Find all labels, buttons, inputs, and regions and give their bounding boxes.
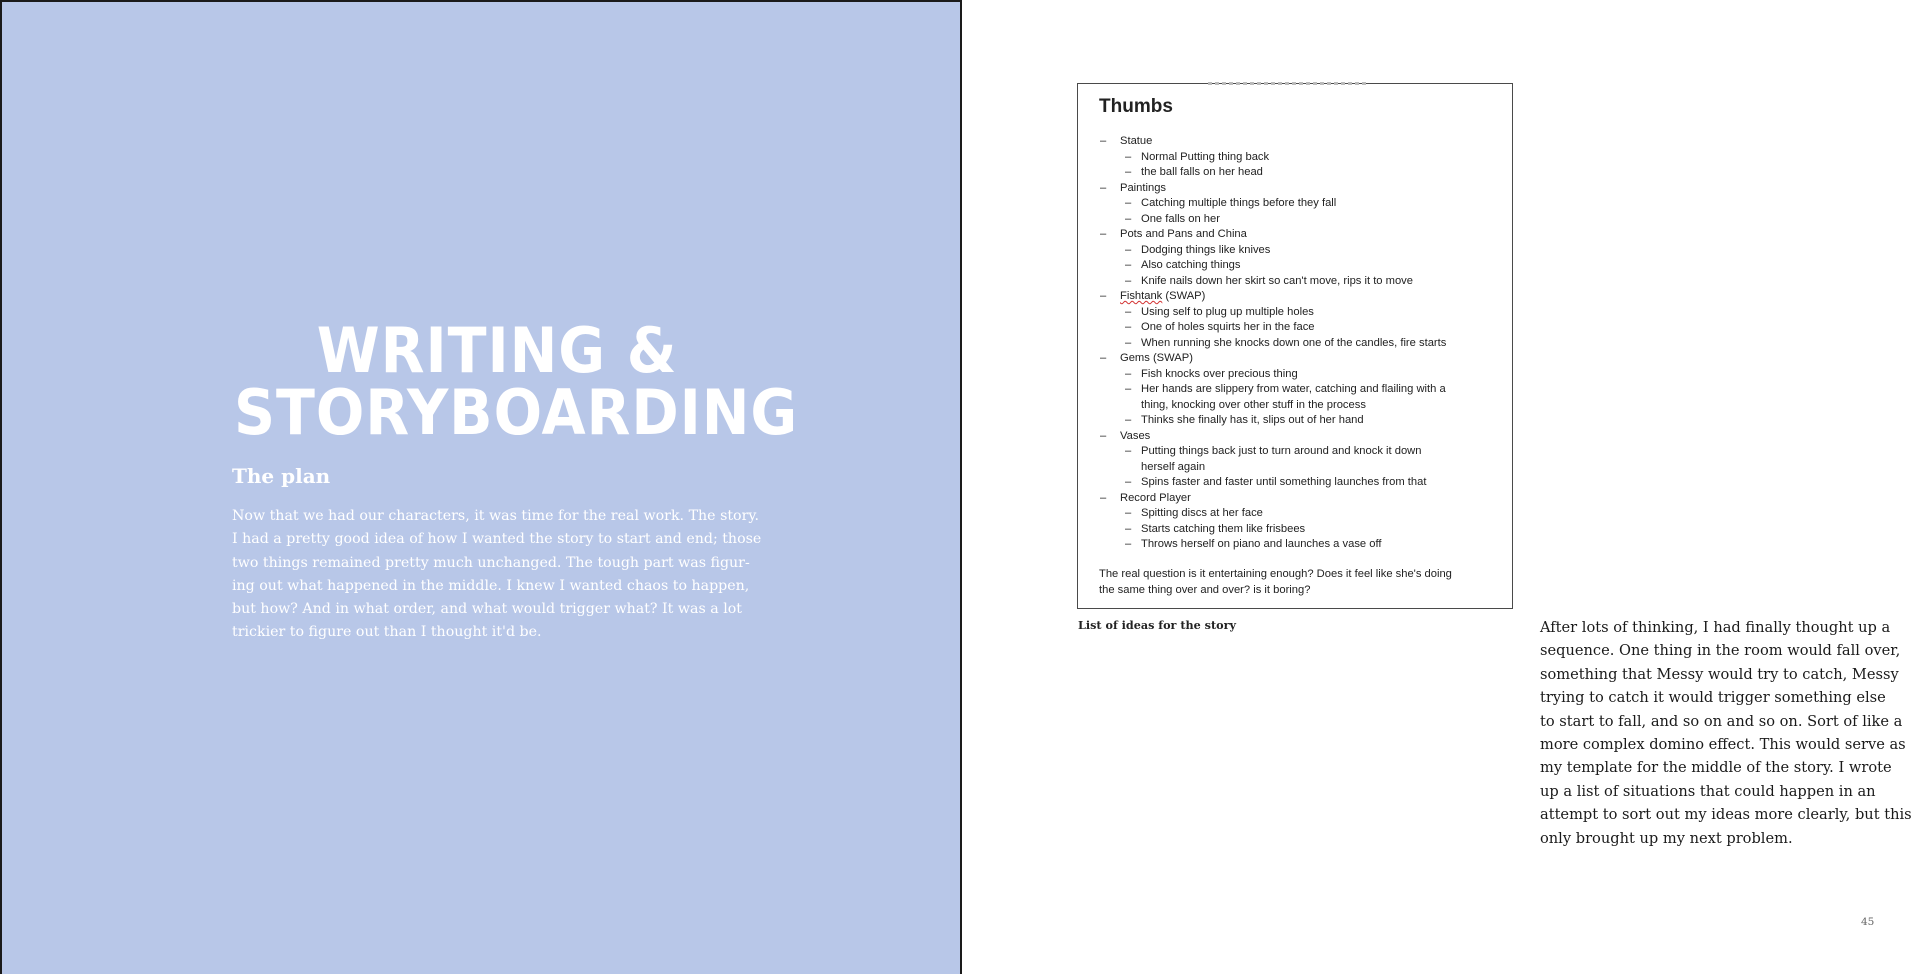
list-dash: – [1125,507,1132,519]
intro-line: I had a pretty good idea of how I wanted the story to start and end; those [232,531,762,548]
section-subhead: The plan [232,464,331,488]
note-subitem [1100,444,1500,460]
body-line: sequence. One thing in the room would fall over, [1540,642,1901,660]
body-line: After lots of thinking, I had finally thought up a [1540,619,1891,636]
list-dash: – [1100,491,1107,504]
note-subitem-text: Knife nails down her skirt so can't move, rips it to move [1141,274,1413,287]
note-item [1100,351,1500,367]
body-line: more complex domino effect. This would serve as [1540,736,1906,754]
chapter-title [234,314,799,449]
list-dash: – [1125,445,1132,457]
note-item-text-flagged: Fishtank [1120,290,1163,302]
note-subitem-text: When running she knocks down one of the candles, fire starts [1141,336,1447,349]
body-paragraph [1540,616,1912,850]
note-subitem [1100,150,1500,166]
chapter-title-line-1: WRITING & [316,314,678,387]
note-subitem [1100,274,1500,290]
body-line: to start to fall, and so on and so on. Sort of like a [1540,712,1903,730]
note-subitem [1100,320,1500,336]
intro-line: trickier to figure out than I thought it'd be. [232,624,542,641]
note-subitem [1100,506,1500,522]
list-dash: – [1125,321,1132,333]
note-subitem-text: One falls on her [1141,212,1220,225]
list-dash: – [1125,336,1132,349]
note-subitem-text: Normal Putting thing back [1141,150,1270,163]
note-subitem-continuation [1100,398,1500,414]
note-subitem-text: Fish knocks over precious thing [1141,367,1298,380]
list-dash: – [1100,228,1107,240]
note-subitem [1100,522,1500,538]
note-item-text: Pots and Pans and China [1120,228,1247,240]
note-question-line: the same thing over and over? is it boring? [1099,583,1311,596]
list-dash: – [1125,259,1132,271]
note-subitem-text: One of holes squirts her in the face [1141,321,1315,333]
note-subitem [1100,367,1500,383]
intro-line: but how? And in what order, and what would trigger what? It was a lot [232,601,743,618]
list-dash: – [1125,150,1132,163]
list-dash: – [1125,305,1132,318]
list-dash: – [1125,212,1132,225]
note-subitem-text: the ball falls on her head [1141,166,1263,178]
note-subitem [1100,336,1500,352]
note-subitem-continuation [1100,460,1500,476]
note-item-text: Record Player [1120,491,1191,504]
list-dash: – [1100,290,1107,302]
note-subitem-text: thing, knocking over other stuff in the process [1141,398,1366,411]
note-question [1099,567,1499,598]
intro-line: Now that we had our characters, it was time for the real work. The story. [232,508,760,524]
note-subitem-text: Thinks she finally has it, slips out of her hand [1141,414,1364,426]
note-item-text: Paintings [1120,181,1167,194]
list-dash: – [1125,476,1132,488]
list-dash: – [1125,367,1132,380]
list-dash: – [1125,522,1132,535]
note-subitem [1100,258,1500,274]
note-item [1100,289,1500,305]
list-dash: – [1125,197,1132,209]
note-subitem [1100,475,1500,491]
note-subitem [1100,243,1500,259]
note-subitem [1100,305,1500,321]
note-subitem-text: Also catching things [1141,259,1241,271]
note-item [1100,181,1500,197]
body-line: my template for the middle of the story. I wrote [1540,759,1892,777]
list-dash: – [1125,274,1132,287]
note-subitem-text: Putting things back just to turn around and knock it down [1141,445,1422,457]
note-list [1100,134,1500,553]
note-item-text: Gems (SWAP) [1120,352,1193,364]
note-subitem [1100,165,1500,181]
note-subitem-text: herself again [1141,460,1206,473]
list-dash: – [1125,166,1132,178]
list-dash: – [1125,414,1132,426]
note-subitem-text: Starts catching them like frisbees [1141,522,1306,535]
intro-line: two things remained pretty much unchanged. The tough part was figur- [232,554,750,571]
note-item [1100,227,1500,243]
note-item [1100,429,1500,445]
ideas-list-image [1077,83,1513,609]
note-item-text: (SWAP) [1162,290,1206,302]
note-subitem-text: Spitting discs at her face [1141,507,1263,519]
list-dash: – [1125,243,1132,256]
note-subitem [1100,382,1500,398]
body-line: up a list of situations that could happen in an [1540,782,1876,800]
note-item-text: Vases [1120,429,1151,442]
note-subitem-text: Dodging things like knives [1141,243,1271,256]
note-subitem-text: Her hands are slippery from water, catching and flailing with a [1141,383,1446,395]
note-question-line: The real question is it entertaining enough? Does it feel like she's doing [1099,568,1452,580]
intro-line: ing out what happened in the middle. I knew I wanted chaos to happen, [232,577,750,594]
note-subitem-text: Throws herself on piano and launches a vase off [1141,538,1382,550]
note-title: Thumbs [1099,96,1173,117]
list-dash: – [1100,429,1107,442]
body-line: something that Messy would try to catch, Messy [1540,665,1899,683]
list-dash: – [1100,181,1107,194]
page-number: 45 [1861,916,1875,928]
note-subitem [1100,196,1500,212]
note-subitem [1100,537,1500,553]
note-item [1100,134,1500,150]
figure-caption: List of ideas for the story [1078,618,1236,632]
list-dash: – [1125,538,1132,550]
note-item-text: Statue [1120,135,1153,147]
list-dash: – [1100,135,1107,147]
note-subitem-text: Spins faster and faster until something launches from that [1141,476,1427,488]
note-subitem-text: Using self to plug up multiple holes [1141,305,1314,318]
body-line: only brought up my next problem. [1540,829,1793,847]
note-subitem-text: Catching multiple things before they fall [1141,197,1337,209]
note-item [1100,491,1500,507]
list-dash: – [1125,383,1132,395]
cropped-text-trace [1208,82,1368,85]
note-subitem [1100,212,1500,228]
intro-paragraph [232,505,762,645]
chapter-title-line-2: STORYBOARDING [234,376,799,449]
body-line: attempt to sort out my ideas more clearly, but this [1540,806,1912,824]
body-line: trying to catch it would trigger something else [1540,689,1886,707]
list-dash: – [1100,352,1107,364]
note-subitem [1100,413,1500,429]
